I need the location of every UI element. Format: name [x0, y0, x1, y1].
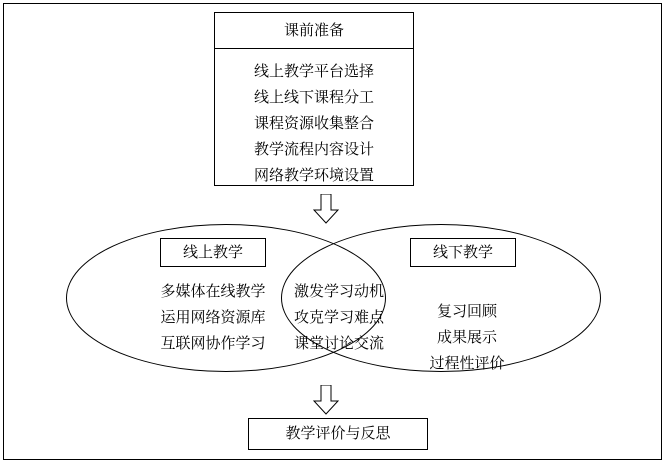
offline-teaching-item: 复习回顾: [436, 303, 497, 320]
down-arrow-icon: [313, 194, 339, 224]
online-teaching-item: 多媒体在线教学: [160, 283, 266, 300]
overlap-item: 攻克学习难点: [293, 309, 384, 326]
overlap-item: 激发学习动机: [293, 283, 384, 300]
online-teaching-label: 线上教学: [160, 238, 266, 267]
offline-teaching-items: [412, 299, 522, 377]
preparation-item: 线上教学平台选择: [253, 63, 374, 80]
online-teaching-items: [148, 279, 278, 357]
preparation-item-list: [215, 50, 413, 189]
preparation-item: 课程资源收集整合: [253, 115, 374, 132]
offline-teaching-label: 线下教学: [410, 238, 516, 267]
evaluation-box: 教学评价与反思: [248, 418, 428, 450]
preparation-item: 教学流程内容设计: [253, 141, 374, 158]
overlap-items: [279, 279, 399, 357]
online-teaching-item: 运用网络资源库: [160, 309, 266, 326]
online-teaching-item: 互联网协作学习: [160, 335, 266, 352]
preparation-item: 线上线下课程分工: [253, 89, 374, 106]
preparation-title: 课前准备: [215, 13, 413, 49]
preparation-item: 网络教学环境设置: [253, 167, 374, 184]
offline-teaching-item: 成果展示: [436, 329, 497, 346]
preparation-box: [214, 12, 414, 186]
overlap-item: 课堂讨论交流: [293, 335, 384, 352]
offline-teaching-item: 过程性评价: [429, 355, 505, 372]
down-arrow-icon: [313, 385, 339, 415]
